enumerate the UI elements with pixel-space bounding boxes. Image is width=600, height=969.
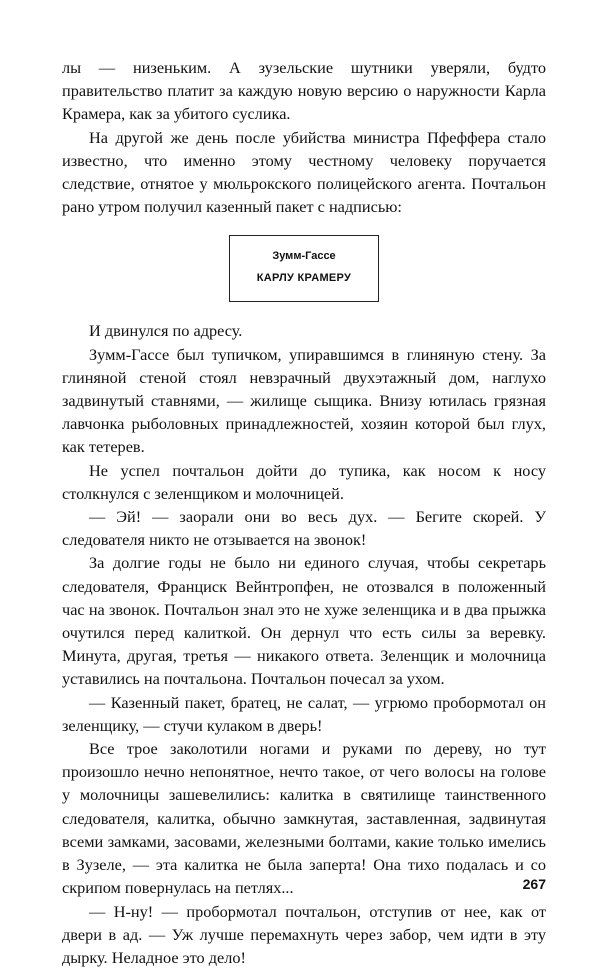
- envelope-inscription-box: [229, 235, 379, 302]
- paragraph: — Казенный пакет, братец, не салат, — угрюмо пробормотал он зеленщику, — стучи кулаком в дверь!: [62, 691, 546, 737]
- envelope-street: Зумм-Гассе: [230, 248, 378, 270]
- page-number: 267: [500, 876, 546, 892]
- paragraph: За долгие годы не было ни единого случая, чтобы секретарь следователя, Франциск Вейнтропфен, не отозвался в положенный час на звонок. Почтальон знал это не хуже зеленщика и в два прыжка очутился перед калиткой. Он дернул что есть силы за веревку. Минута, другая, третья — никакого ответа. Зеленщик и молочница уставились на почтальона. Почтальон почесал за ухом.: [62, 551, 546, 690]
- paragraph: Зумм-Гассе был тупичком, упиравшимся в глиняную стену. За глиняной стеной стоял невзрачный двухэтажный дом, наглухо задвинутый ставнями, — жилище сыщика. Внизу ютилась грязная лавчонка рыболовных принадлежностей, хозяин которой был глух, как тетерев.: [62, 343, 546, 459]
- paragraph: — Эй! — заорали они во весь дух. — Бегите скорей. У следователя никто не отзывается на звонок!: [62, 505, 546, 551]
- paragraphs-after: [62, 319, 546, 969]
- paragraph: Не успел почтальон дойти до тупика, как носом к носу столкнулся с зеленщиком и молочницей.: [62, 459, 546, 505]
- paragraph: И двинулся по адресу.: [62, 319, 546, 342]
- paragraph: лы — низеньким. А зузельские шутники уверяли, будто правительство платит за каждую новую версию о наружности Карла Крамера, как за убитого суслика.: [62, 56, 546, 126]
- page-body: [62, 56, 546, 969]
- envelope-recipient: КАРЛУ КРАМЕРУ: [230, 270, 378, 286]
- paragraphs-before: [62, 56, 546, 218]
- paragraph: — Н-ну! — пробормотал почтальон, отступив от нее, как от двери в ад. — Уж лучше перемахнуть через забор, чем идти в эту дырку. Неладное это дело!: [62, 900, 546, 969]
- paragraph: Все трое заколотили ногами и руками по дереву, но тут произошло нечно непонятное, нечто такое, от чего волосы на голове у молочницы зашевелились: калитка в святилище таинственного следователя, калитка, обычно замкнутая, заставленная, задвинутая всеми замками, засовами, железными болтами, какие только имелись в Зузеле, — эта калитка не была заперта! Она тихо подалась и со скрипом повернулась на петлях...: [62, 737, 546, 899]
- paragraph: На другой же день после убийства министра Пфеффера стало известно, что именно этому честному человеку поручается следствие, отнятое у мюльрокского полицейского агента. Почтальон рано утром получил казенный пакет с надписью:: [62, 126, 546, 219]
